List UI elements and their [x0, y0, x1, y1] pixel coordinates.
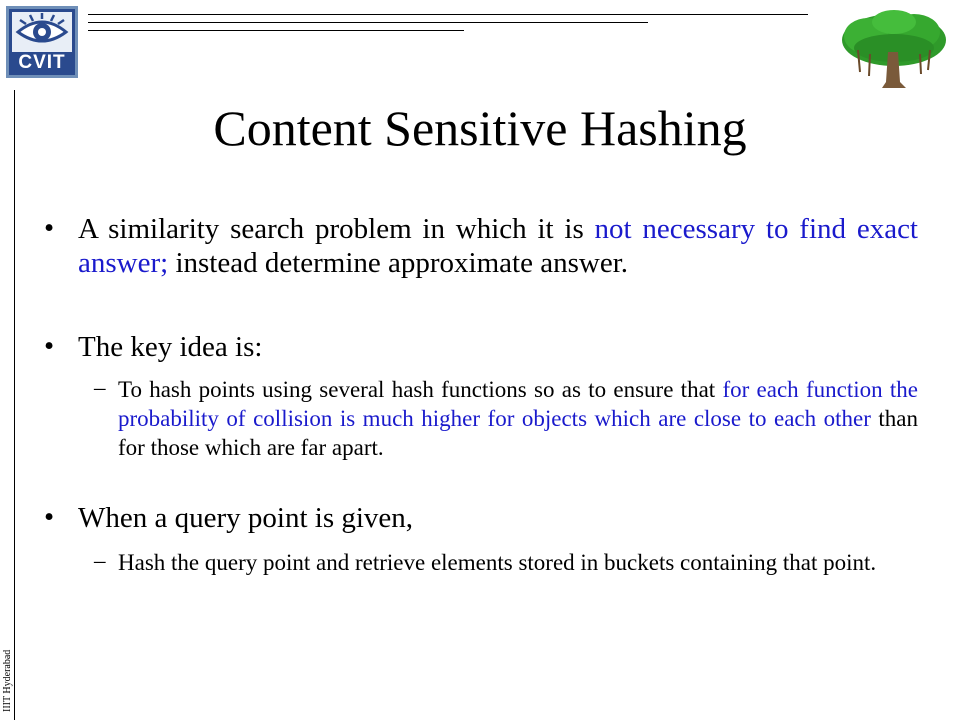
- bullet-marker: •: [44, 501, 55, 533]
- sub-bullet-text: [118, 375, 918, 462]
- tree-logo: [838, 8, 950, 90]
- bullet-text: When a query point is given,: [78, 502, 414, 534]
- text-span: than for those which are far apart.: [118, 406, 918, 460]
- header-rule: [88, 30, 464, 31]
- sub-bullet-marker: –: [94, 548, 106, 573]
- highlight-span: for each function the probability of collision is much higher for objects which are close to each other: [118, 377, 918, 431]
- side-label: IIIT Hyderabad: [2, 649, 13, 712]
- sub-bullet-text: Hash the query point and retrieve elements stored in buckets containing that point.: [118, 550, 877, 575]
- text-span: To hash points using several hash functions so as to ensure that: [118, 377, 723, 402]
- bullet-text: [78, 212, 918, 280]
- highlight-span: not necessary to find exact answer;: [78, 213, 918, 279]
- header-rule: [88, 22, 648, 23]
- bullet-marker: •: [44, 330, 55, 362]
- logo-text: CVIT: [18, 52, 66, 73]
- left-rule: [14, 90, 15, 720]
- text-span: instead determine approximate answer.: [168, 247, 628, 279]
- header-rule: [88, 14, 808, 15]
- text-span: A similarity search problem in which it is: [78, 213, 595, 245]
- bullet-text: The key idea is:: [78, 331, 263, 363]
- sub-bullet-marker: –: [94, 375, 106, 400]
- slide-title: Content Sensitive Hashing: [213, 100, 747, 156]
- bullet-marker: •: [44, 212, 55, 244]
